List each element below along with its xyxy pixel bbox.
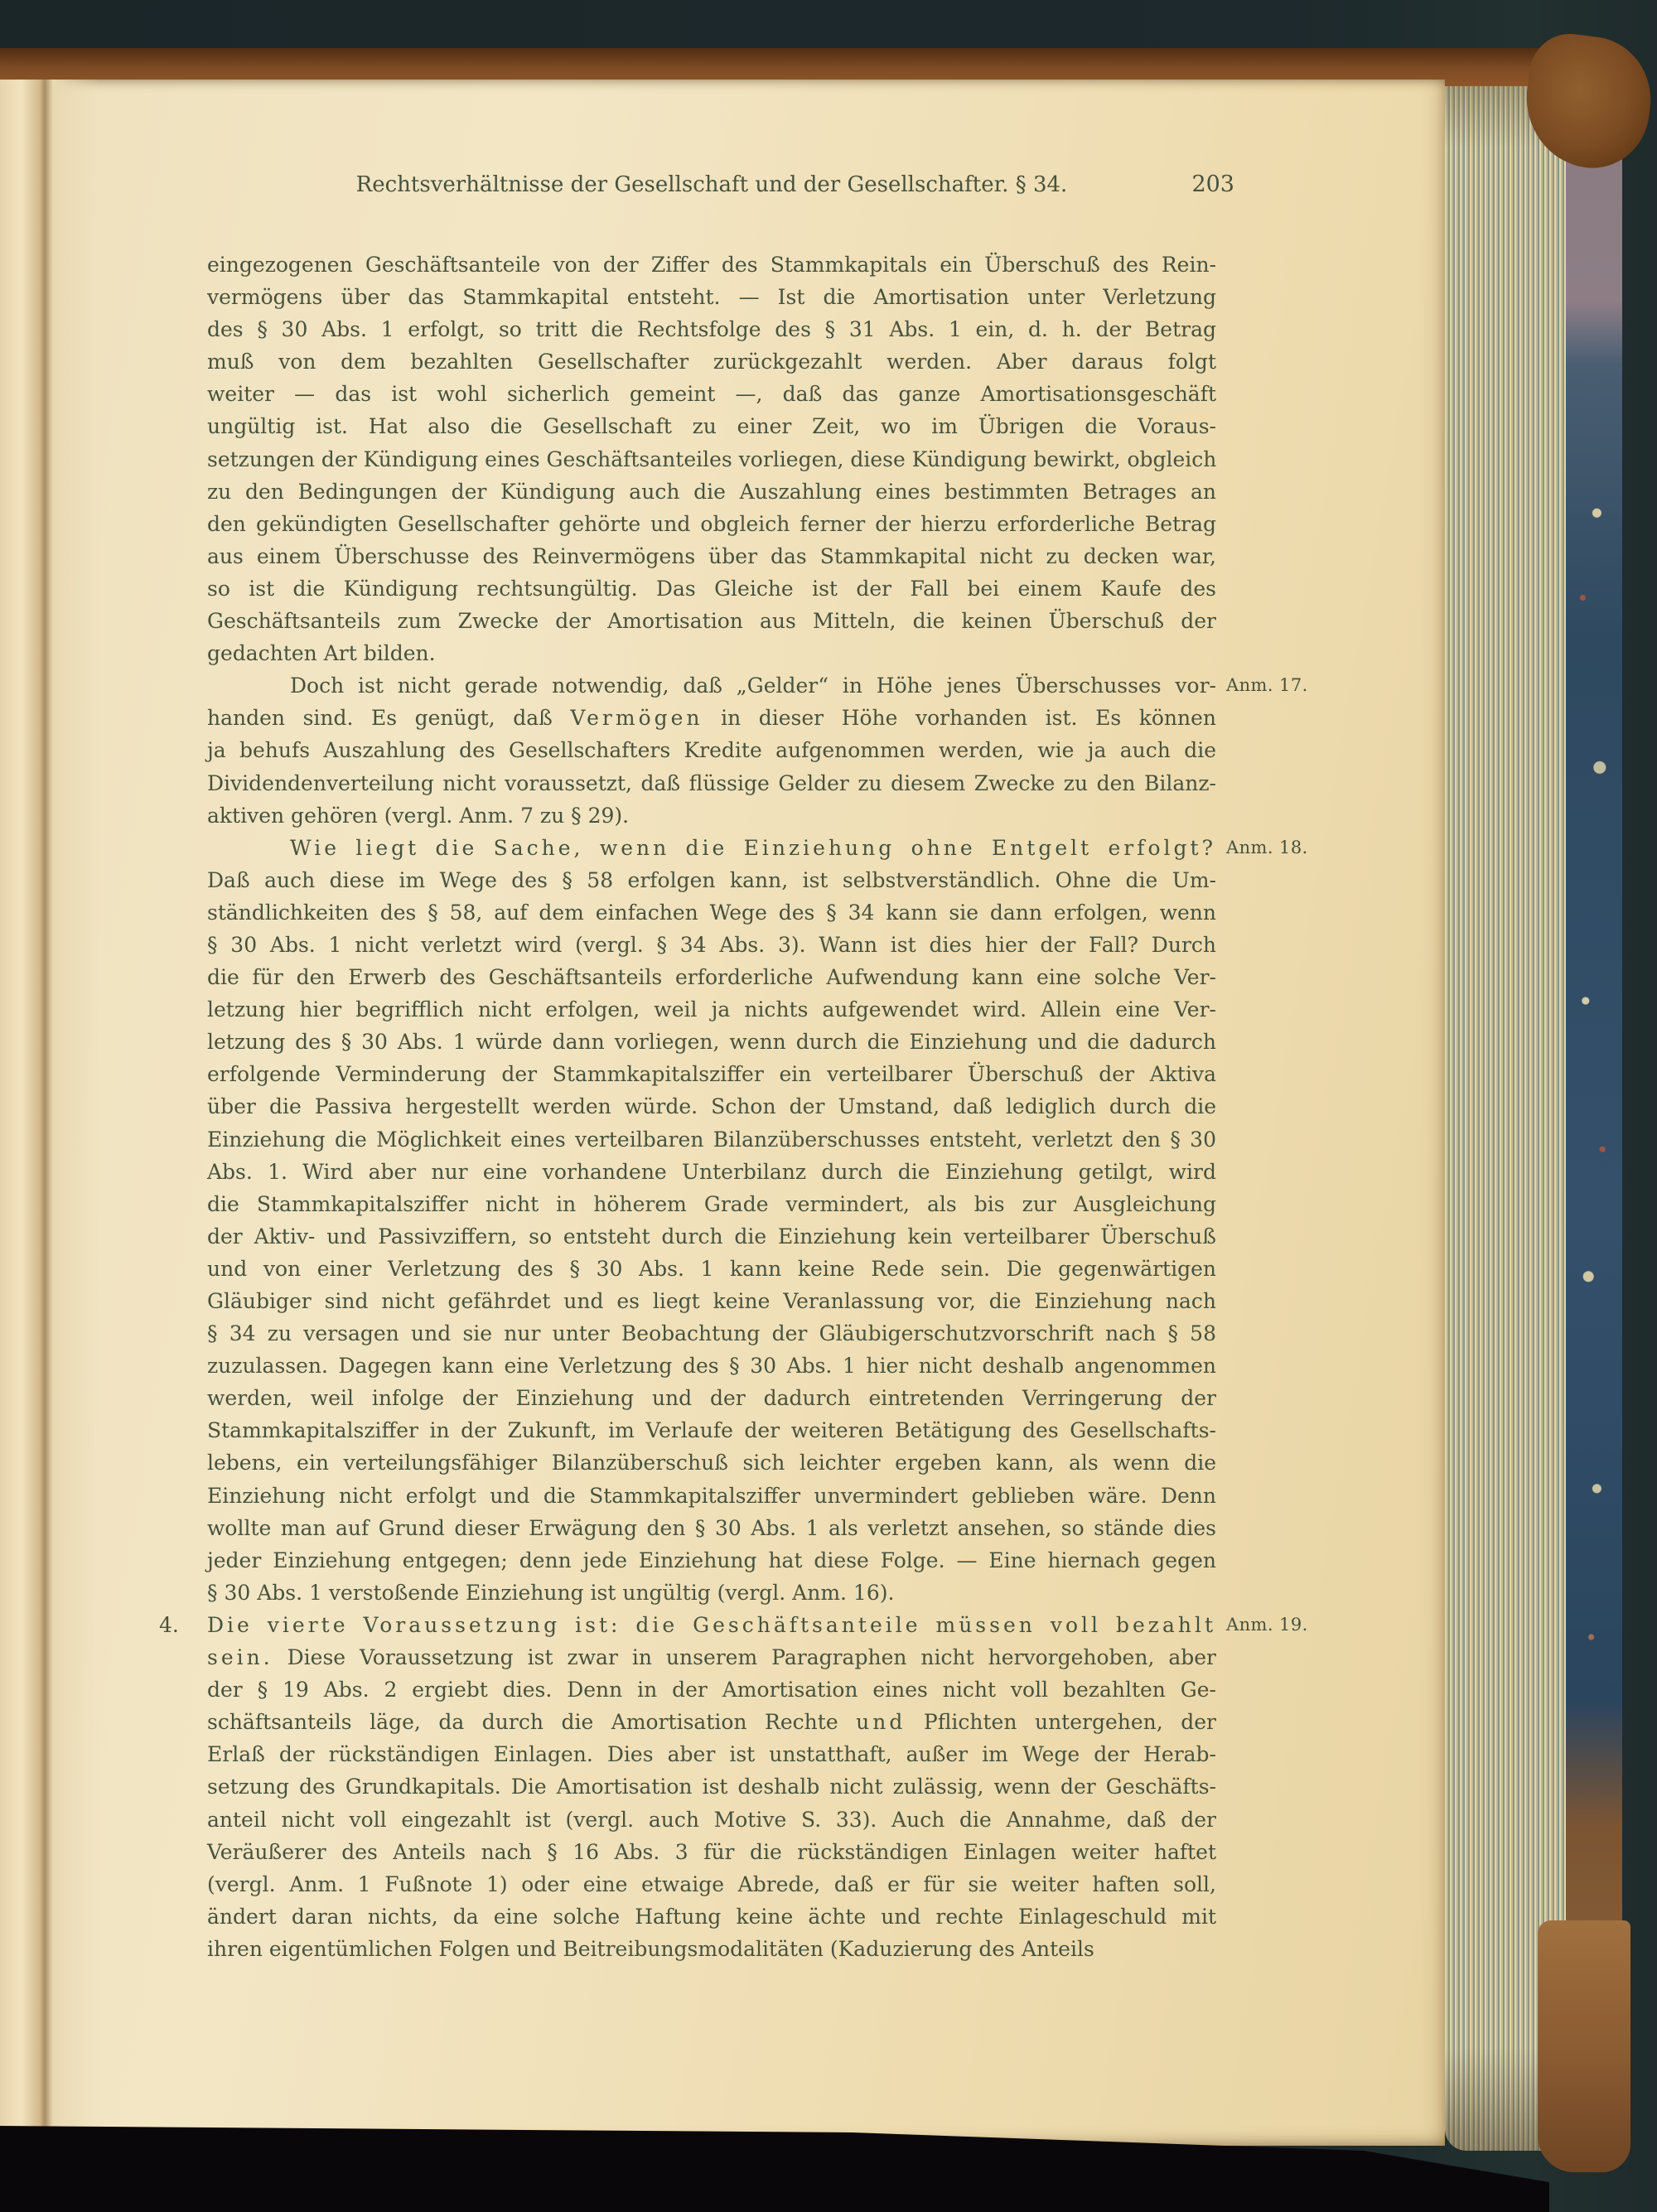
text-line bbox=[207, 1253, 1216, 1285]
text-line bbox=[207, 508, 1216, 540]
body-text: gedachten Art bilden. bbox=[207, 641, 436, 666]
text-line bbox=[207, 1156, 1216, 1188]
emphasized-text: sein. bbox=[207, 1645, 273, 1670]
body-text: Einziehung nicht erfolgt und die Stammkapitalsziffer unvermindert geblieben wäre. Denn bbox=[207, 1483, 1216, 1508]
body-text: ändert daran nichts, da eine solche Haftung keine ächte und rechte Einlageschuld mit bbox=[207, 1904, 1216, 1929]
body-text: der Aktiv- und Passivziffern, so entsteht durch die Einziehung kein verteilbarer Überschuß bbox=[207, 1224, 1216, 1248]
paragraph bbox=[207, 669, 1308, 831]
text-line bbox=[207, 1382, 1216, 1414]
text-line bbox=[207, 572, 1216, 605]
text-line bbox=[207, 249, 1216, 281]
body-text: aktiven gehören (vergl. Anm. 7 zu § 29). bbox=[207, 803, 630, 828]
body-text: vermögens über das Stammkapital entsteht. — Ist die Amortisation unter Verletzung bbox=[207, 285, 1216, 310]
text-line bbox=[207, 1577, 1216, 1609]
text-line bbox=[207, 410, 1216, 442]
body-text: den gekündigten Gesellschafter gehörte und obgleich ferner der hierzu erforderliche Betrag bbox=[207, 511, 1216, 536]
text-line bbox=[207, 1738, 1216, 1770]
body-text: Abs. 1. Wird aber nur eine vorhandene Unterbilanz durch die Einziehung getilgt, wird bbox=[207, 1159, 1216, 1184]
text-line bbox=[207, 637, 1216, 669]
text-line bbox=[207, 1220, 1216, 1253]
body-text: anteil nicht voll eingezahlt ist (vergl. auch Motive S. 33). Auch die Annahme, daß der bbox=[207, 1807, 1216, 1832]
emphasized-text: Die vierte Voraussetzung ist: die Geschäftsanteile müssen voll bezahlt bbox=[207, 1612, 1216, 1637]
body-text: und von einer Verletzung des § 30 Abs. 1 kann keine Rede sein. Die gegenwärtigen bbox=[207, 1256, 1216, 1281]
body-text: werden, weil infolge der Einziehung und der dadurch eintretenden Verringerung der bbox=[207, 1386, 1216, 1411]
text-line bbox=[159, 1609, 1308, 1641]
text-line bbox=[207, 1026, 1216, 1058]
text-line bbox=[207, 702, 1216, 734]
text-line bbox=[207, 1836, 1216, 1868]
body-text: Dividendenverteilung nicht voraussetzt, daß flüssige Gelder zu diesem Zwecke zu den Bilanz- bbox=[207, 770, 1216, 795]
body-text: Veräußerer des Anteils nach § 16 Abs. 3 für die rückständigen Einlagen weiter haftet bbox=[207, 1839, 1216, 1864]
text-block bbox=[159, 249, 1308, 1965]
body-text: des § 30 Abs. 1 erfolgt, so tritt die Rechtsfolge des § 31 Abs. 1 ein, d. h. der Betrag bbox=[207, 317, 1216, 342]
body-text: Pflichten untergehen, der bbox=[906, 1710, 1216, 1735]
text-line bbox=[207, 443, 1216, 476]
body-text: ungültig ist. Hat also die Gesellschaft zu einer Zeit, wo im Übrigen die Voraus- bbox=[207, 414, 1216, 439]
text-line bbox=[207, 1770, 1216, 1803]
body-text: aus einem Überschusse des Reinvermögens über das Stammkapital nicht zu decken war, bbox=[207, 543, 1216, 568]
margin-note: Anm. 17. bbox=[1226, 675, 1308, 696]
text-line bbox=[207, 1090, 1216, 1123]
body-text: zu den Bedingungen der Kündigung auch die Auszahlung eines bestimmten Betrages an bbox=[207, 479, 1216, 504]
body-text: letzung des § 30 Abs. 1 würde dann vorliegen, wenn durch die Einziehung und die dadurch bbox=[207, 1030, 1216, 1055]
body-text: muß von dem bezahlten Gesellschafter zurückgezahlt werden. Aber daraus folgt bbox=[207, 350, 1216, 374]
text-line bbox=[207, 1350, 1216, 1382]
text-line bbox=[207, 540, 1216, 572]
text-line bbox=[207, 1123, 1216, 1156]
text-line bbox=[207, 1673, 1216, 1706]
text-line bbox=[207, 767, 1216, 799]
paragraph bbox=[207, 249, 1216, 669]
body-text: ja behufs Auszahlung des Gesellschafters Kredite aufgenommen werden, wie ja auch die bbox=[207, 738, 1216, 763]
text-line bbox=[207, 1058, 1216, 1090]
margin-note: Anm. 18. bbox=[1226, 837, 1308, 857]
text-line bbox=[207, 1544, 1216, 1577]
body-text: Erlaß der rückständigen Einlagen. Dies aber ist unstatthaft, außer im Wege der Herab- bbox=[207, 1742, 1216, 1767]
paragraph bbox=[159, 1609, 1308, 1965]
text-line bbox=[207, 896, 1216, 929]
margin-note: Anm. 19. bbox=[1226, 1614, 1308, 1635]
text-line bbox=[207, 1446, 1216, 1479]
emphasized-text: Vermögen bbox=[570, 706, 703, 731]
text-line bbox=[207, 1933, 1216, 1965]
running-header: Rechtsverhältnisse der Gesellschaft und der Gesellschafter. § 34. bbox=[355, 172, 1068, 197]
marbled-cover-board bbox=[1566, 46, 1622, 2167]
body-text: lebens, ein verteilungsfähiger Bilanzüberschuß sich leichter ergeben kann, als wenn die bbox=[207, 1451, 1216, 1475]
text-line bbox=[207, 1285, 1216, 1317]
text-line bbox=[207, 929, 1216, 961]
body-text: Stammkapitalsziffer in der Zukunft, im Verlaufe der weiteren Betätigung des Gesellschafts- bbox=[207, 1418, 1216, 1443]
body-text: setzungen der Kündigung eines Geschäftsanteiles vorliegen, diese Kündigung bewirkt, obgleich bbox=[207, 447, 1217, 471]
body-text: wollte man auf Grund dieser Erwägung den § 30 Abs. 1 als verletzt ansehen, so stände dies bbox=[207, 1515, 1216, 1540]
body-text: jeder Einziehung entgegen; denn jede Einziehung hat diese Folge. — Eine hiernach gegen bbox=[207, 1548, 1216, 1572]
body-text: die Stammkapitalsziffer nicht in höherem Grade vermindert, als bis zur Ausgleichung bbox=[207, 1191, 1216, 1216]
body-text: Daß auch diese im Wege des § 58 erfolgen kann, ist selbstverständlich. Ohne die Um- bbox=[207, 867, 1216, 892]
text-line bbox=[207, 1414, 1216, 1446]
text-line bbox=[207, 1641, 1216, 1673]
text-line bbox=[207, 993, 1216, 1026]
text-line bbox=[207, 1868, 1216, 1900]
text-line bbox=[207, 378, 1216, 410]
body-text: § 34 zu versagen und sie nur unter Beobachtung der Gläubigerschutzvorschrift nach § 58 bbox=[207, 1321, 1216, 1346]
body-text: in dieser Höhe vorhanden ist. Es können bbox=[703, 706, 1217, 731]
page-number: 203 bbox=[1191, 171, 1234, 197]
page-stack-fore-edge bbox=[1445, 86, 1568, 2151]
text-line bbox=[207, 1804, 1216, 1836]
body-text: zuzulassen. Dagegen kann eine Verletzung des § 30 Abs. 1 hier nicht deshalb angenommen bbox=[207, 1354, 1216, 1379]
text-line bbox=[207, 961, 1216, 993]
item-number: 4. bbox=[159, 1612, 179, 1637]
text-line bbox=[207, 476, 1216, 508]
body-text: so ist die Kündigung rechtsungültig. Das Gleiche ist der Fall bei einem Kaufe des bbox=[207, 576, 1216, 601]
text-line bbox=[207, 1706, 1216, 1738]
body-text: § 30 Abs. 1 verstoßende Einziehung ist ungültig (vergl. Anm. 16). bbox=[207, 1580, 895, 1605]
text-line bbox=[207, 1480, 1216, 1512]
body-text: letzung hier begrifflich nicht erfolgen, weil ja nichts aufgewendet wird. Allein eine Ver- bbox=[207, 997, 1216, 1022]
text-line bbox=[207, 832, 1308, 864]
body-text: handen sind. Es genügt, daß bbox=[207, 706, 571, 731]
text-line bbox=[207, 734, 1216, 766]
body-text: (vergl. Anm. 1 Fußnote 1) oder eine etwaige Abrede, daß er für sie weiter haften soll, bbox=[207, 1872, 1216, 1896]
body-text: die für den Erwerb des Geschäftsanteils erforderliche Aufwendung kann eine solche Ver- bbox=[207, 965, 1216, 990]
emphasized-text: und bbox=[856, 1710, 906, 1735]
body-text: Gläubiger sind nicht gefährdet und es liegt keine Veranlassung vor, die Einziehung nach bbox=[207, 1289, 1216, 1313]
emphasized-text: Wie liegt die Sache, wenn die Einziehung ohne Entgelt erfolgt? bbox=[290, 835, 1216, 860]
text-line bbox=[207, 799, 1216, 832]
body-text: Diese Voraussetzung ist zwar in unserem Paragraphen nicht hervorgehoben, aber bbox=[273, 1645, 1216, 1670]
body-text: der § 19 Abs. 2 ergiebt dies. Denn in der Amortisation eines nicht voll bezahlten Ge- bbox=[207, 1678, 1216, 1702]
body-text: schäftsanteils läge, da durch die Amortisation Rechte bbox=[207, 1710, 857, 1735]
body-text: ihren eigentümlichen Folgen und Beitreibungsmodalitäten (Kaduzierung des Anteils bbox=[207, 1936, 1094, 1961]
text-line bbox=[207, 1188, 1216, 1220]
body-text: weiter — das ist wohl sicherlich gemeint —, daß das ganze Amortisationsgeschäft bbox=[207, 382, 1216, 407]
text-line bbox=[207, 313, 1216, 345]
body-text: Doch ist nicht gerade notwendig, daß „Gelder“ in Höhe jenes Überschusses vor- bbox=[290, 674, 1216, 698]
body-text: setzung des Grundkapitals. Die Amortisation ist deshalb nicht zulässig, wenn der Geschäfts- bbox=[207, 1775, 1216, 1799]
text-line bbox=[207, 1900, 1216, 1933]
text-line bbox=[207, 605, 1216, 637]
text-line bbox=[207, 281, 1216, 313]
text-line bbox=[207, 669, 1308, 702]
body-text: Geschäftsanteils zum Zwecke der Amortisation aus Mitteln, die keinen Überschuß der bbox=[207, 609, 1216, 634]
text-line bbox=[207, 1512, 1216, 1544]
body-text: über die Passiva hergestellt werden würde. Schon der Umstand, daß lediglich durch die bbox=[207, 1094, 1216, 1119]
text-line bbox=[207, 864, 1216, 896]
body-text: eingezogenen Geschäftsanteile von der Ziffer des Stammkapitals ein Überschuß des Rein- bbox=[207, 253, 1216, 277]
body-text: erfolgende Verminderung der Stammkapitalsziffer ein verteilbarer Überschuß der Aktiva bbox=[207, 1062, 1216, 1087]
text-line bbox=[207, 1317, 1216, 1350]
body-text: § 30 Abs. 1 nicht verletzt wird (vergl. § 34 Abs. 3). Wann ist dies hier der Fall? Durch bbox=[207, 932, 1216, 957]
leather-corner-bottom bbox=[1538, 1920, 1630, 2172]
page-gutter-crease bbox=[0, 80, 108, 2146]
paragraph bbox=[207, 832, 1308, 1609]
body-text: ständlichkeiten des § 58, auf dem einfachen Wege des § 34 kann sie dann erfolgen, wenn bbox=[207, 900, 1216, 925]
text-line bbox=[207, 345, 1216, 378]
body-text: Einziehung die Möglichkeit eines verteilbaren Bilanzüberschusses entsteht, verletzt den § 30 bbox=[207, 1127, 1216, 1152]
